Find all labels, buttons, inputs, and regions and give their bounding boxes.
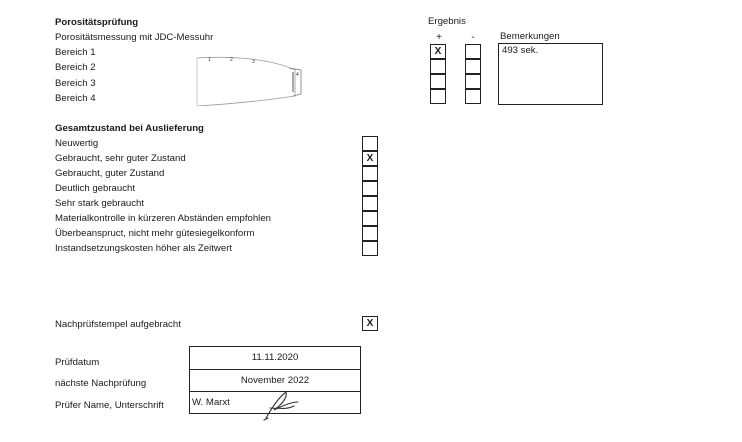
plus-checkbox-area-2[interactable] <box>430 59 446 74</box>
minus-header: - <box>471 32 475 43</box>
seal-mark-1: 1 <box>208 57 211 63</box>
condition-checkbox-clearly-used[interactable] <box>362 181 378 196</box>
condition-checkbox-heavily-used[interactable] <box>362 196 378 211</box>
plus-header: + <box>436 32 442 43</box>
condition-label-very-good: Gebraucht, sehr guter Zustand <box>55 153 186 164</box>
inspection-date-label: Prüfdatum <box>55 357 100 368</box>
condition-label-repair-costs: Instandsetzungskosten höher als Zeitwert <box>55 243 233 254</box>
condition-title: Gesamtzustand bei Auslieferung <box>55 123 204 134</box>
inspector-label: Prüfer Name, Unterschrift <box>55 400 164 411</box>
condition-label-good: Gebraucht, guter Zustand <box>55 168 165 179</box>
next-inspection-label: nächste Nachprüfung <box>55 378 147 389</box>
condition-checkbox-very-good[interactable]: X <box>362 151 378 166</box>
remarks-field[interactable]: 493 sek. <box>498 43 603 105</box>
plus-checkbox-area-1[interactable]: X <box>430 44 446 59</box>
area-label-4: Bereich 4 <box>55 93 96 104</box>
condition-checkbox-new[interactable] <box>362 136 378 151</box>
seal-mark-4: 4 <box>296 72 299 78</box>
condition-checkbox-repair-costs[interactable] <box>362 241 378 256</box>
plus-checkbox-area-4[interactable] <box>430 89 446 104</box>
condition-checkbox-good[interactable] <box>362 166 378 181</box>
next-inspection-field[interactable]: November 2022 <box>190 369 360 391</box>
minus-checkbox-area-4[interactable] <box>465 89 481 104</box>
condition-label-overstressed: Überbeanspruct, nicht mehr gütesiegelkonform <box>55 228 255 239</box>
area-label-3: Bereich 3 <box>55 78 96 89</box>
porosity-method: Porositätsmessung mit JDC-Messuhr <box>55 32 214 43</box>
plus-checkbox-area-3[interactable] <box>430 74 446 89</box>
condition-label-new: Neuwertig <box>55 138 99 149</box>
stamp-checkbox[interactable]: X <box>362 316 378 331</box>
stamp-label: Nachprüfstempel aufgebracht <box>55 319 181 330</box>
result-header: Ergebnis <box>428 16 466 27</box>
signature-icon <box>258 388 302 422</box>
condition-label-heavily-used: Sehr stark gebraucht <box>55 198 145 209</box>
area-label-2: Bereich 2 <box>55 62 96 73</box>
minus-checkbox-area-2[interactable] <box>465 59 481 74</box>
condition-label-material-check: Materialkontrolle in kürzeren Abständen empfohlen <box>55 213 271 224</box>
minus-checkbox-area-3[interactable] <box>465 74 481 89</box>
inspector-field[interactable]: W. Marxt <box>190 391 360 413</box>
remarks-header: Bemerkungen <box>500 31 560 42</box>
inspection-date-field[interactable]: 11.11.2020 <box>251 352 299 363</box>
condition-label-clearly-used: Deutlich gebraucht <box>55 183 135 194</box>
seal-mark-2: 2 <box>230 57 233 63</box>
condition-checkbox-material-check[interactable] <box>362 211 378 226</box>
condition-checkbox-overstressed[interactable] <box>362 226 378 241</box>
minus-checkbox-area-1[interactable] <box>465 44 481 59</box>
porosity-title: Porositätsprüfung <box>55 17 139 28</box>
seal-mark-3: 3 <box>252 59 255 65</box>
seal-profile-drawing <box>189 44 307 106</box>
area-label-1: Bereich 1 <box>55 47 96 58</box>
